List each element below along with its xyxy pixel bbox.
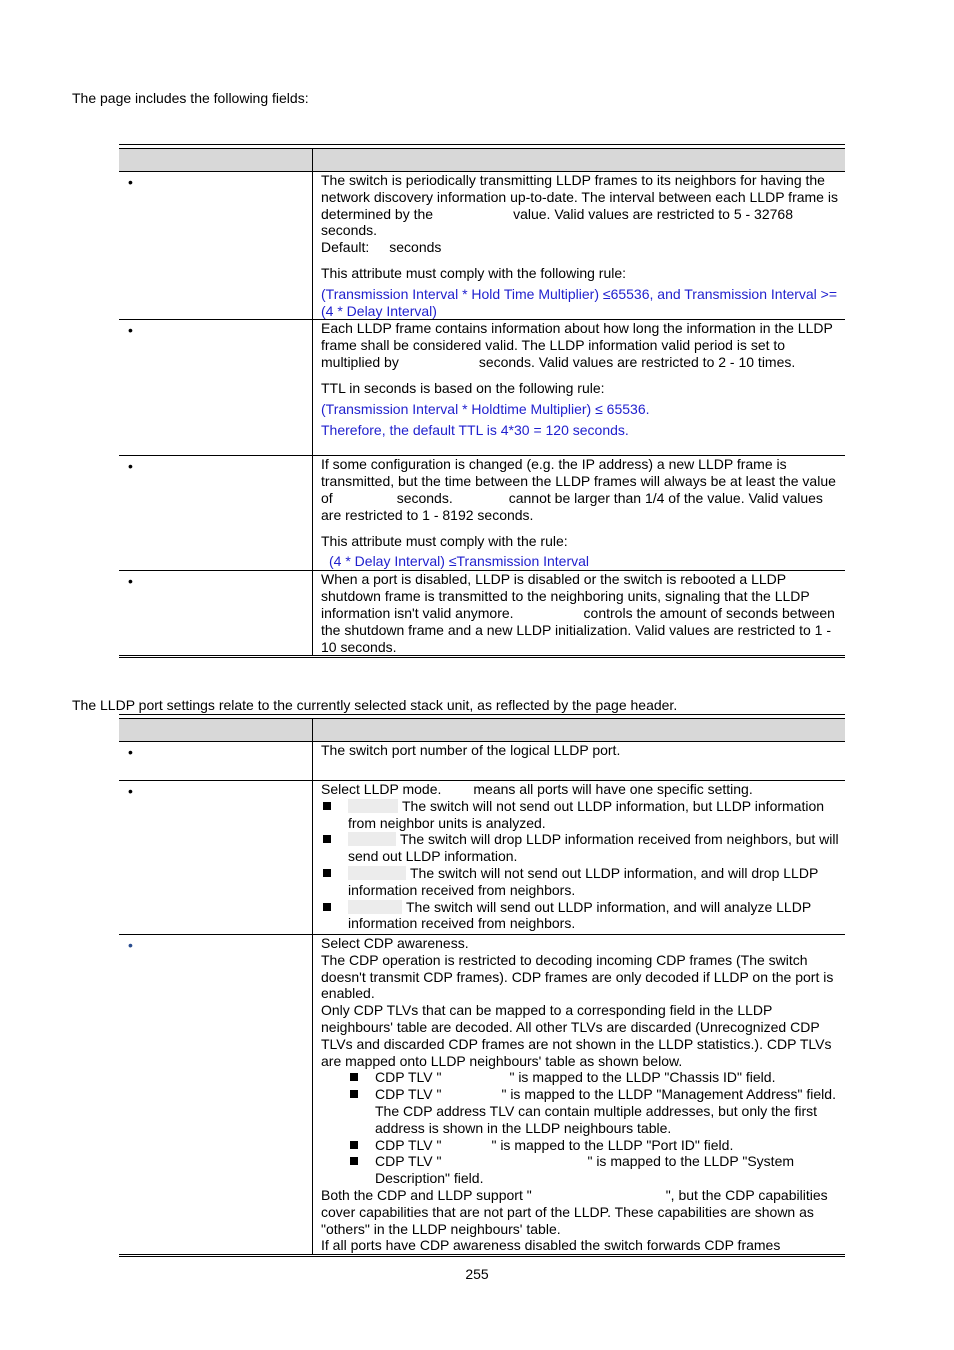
lldp-port-table: [119, 718, 845, 1257]
square-bullet-icon: [323, 903, 331, 911]
table-row: [119, 781, 845, 935]
header-object: [119, 149, 313, 172]
table-row: [119, 935, 845, 1256]
bullet: •: [128, 783, 133, 799]
row-description: Each LLDP frame contains information about how long the information in the LLDP frame shall be considered valid. The LLDP information valid period is set tomultiplied by seconds. Valid values are restricted to 2 - 10 times. TTL in seconds is based on the following rule: (Transmission Interval * Holdtime Multiplier) ≤ 65536. Therefore, the default TTL is 4*30 = 120 seconds.: [313, 320, 846, 456]
square-bullet-icon: [323, 869, 331, 877]
table-row: [119, 456, 845, 571]
square-bullet-icon: [350, 1141, 358, 1149]
bullet: •: [128, 174, 133, 190]
table-row: [119, 742, 845, 781]
square-bullet-icon: [350, 1157, 358, 1165]
page-number: 255: [465, 1266, 489, 1282]
lldp-config-table: [119, 148, 845, 658]
table-row: [119, 320, 845, 456]
square-bullet-icon: [350, 1090, 358, 1098]
table-row: [119, 571, 845, 657]
table-row: [119, 172, 845, 320]
bullet: •: [128, 322, 133, 339]
header-object: [119, 719, 313, 742]
table2-top-rule: [119, 714, 845, 715]
table-header: [119, 719, 845, 742]
intro-text: The LLDP port settings relate to the currently selected stack unit, as reflected by the page header.: [72, 697, 678, 713]
row-description: The switch is periodically transmitting LLDP frames to its neighbors for having the network discovery information up-to-date. The interval between each LLDP frame is determined by the value. Valid values are restricted to 5 - 32768 seconds. Default: seconds This attribute must comply with the following rule: (Transmission Interval * Hold Time Multiplier) ≤65536, and Transmission Interval >= (4 * Delay Interval): [313, 172, 846, 320]
bullet: •: [128, 744, 133, 760]
row-description: The switch port number of the logical LLDP port.: [313, 742, 846, 781]
bullet: •: [128, 458, 133, 475]
square-bullet-icon: [323, 802, 331, 810]
bullet: •: [128, 937, 133, 953]
table1-top-rule: [119, 144, 845, 145]
row-description: Select LLDP mode. means all ports will have one specific setting. The switch will not send out LLDP information, but LLDP information from neighbor units is analyzed. The switch will drop LLDP information received from neighbors, but will send out LLDP information. The switch will not send out LLDP information, and will drop LLDP information received from neighbors. The switch will send out LLDP information, and will analyze LLDP information received from neighbors.: [313, 781, 846, 935]
header-description: [313, 719, 846, 742]
row-description: If some configuration is changed (e.g. the IP address) a new LLDP frame is transmitted, but the time between the LLDP frames will always be at least the value of seconds. cannot be larger than 1/4 of the value. Valid values are restricted to 1 - 8192 seconds. This attribute must comply with the rule: (4 * Delay Interval) ≤Transmission Interval: [313, 456, 846, 571]
bullet: •: [128, 573, 133, 590]
row-description: Select CDP awareness. The CDP operation is restricted to decoding incoming CDP frames (The switch doesn't transmit CDP frames). CDP frames are only decoded if LLDP on the port is enabled. Only CDP TLVs that can be mapped to a corresponding field in the LLDP neighbours' table are decoded. All other TLVs are discarded (Unrecognized CDP TLVs and discarded CDP frames are not shown in the LLDP statistics.). CDP TLVs are mapped onto LLDP neighbours' table as shown below. CDP TLV " " is mapped to the LLDP "Chassis ID" field. CDP TLV " " is mapped to the LLDP "Management Address" field. The CDP address TLV can contain multiple addresses, but only the first address is shown in the LLDP neighbours table. CDP TLV " " is mapped to the LLDP "Port ID" field. CDP TLV " " is mapped to the LLDP "System Description" field. Both the CDP and LLDP support " ", but the CDP capabilities cover capabilities that are not part of the LLDP. These capabilities are shown as "others" in the LLDP neighbours' table. If all ports have CDP awareness disabled the switch forwards CDP frames: [313, 935, 846, 1256]
square-bullet-icon: [350, 1073, 358, 1081]
header-description: [313, 149, 846, 172]
square-bullet-icon: [323, 835, 331, 843]
table-header: [119, 149, 845, 172]
row-description: When a port is disabled, LLDP is disabled or the switch is rebooted a LLDP shutdown frame is transmitted to the neighboring units, signaling that the LLDP information isn't valid anymore. controls the amount of seconds between the shutdown frame and a new LLDP initialization. Valid values are restricted to 1 - 10 seconds.: [313, 571, 846, 657]
intro-text: The page includes the following fields:: [72, 90, 309, 106]
